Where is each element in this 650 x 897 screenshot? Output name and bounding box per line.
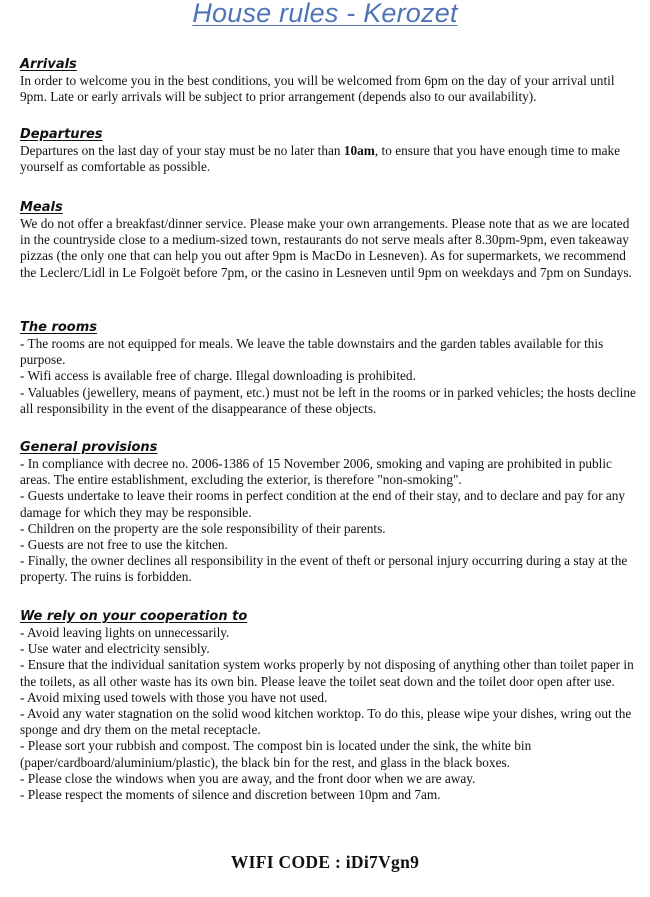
- meals-heading: Meals: [20, 200, 63, 215]
- general-provision: - In compliance with decree no. 2006-1386 of 15 November 2006, smoking and vaping are prohibited in public areas. The entire establishment, excluding the exterior, is therefore "non-smoking".: [20, 456, 612, 488]
- arrivals-text: In order to welcome you in the best conditions, you will be welcomed from 6pm on the day of your arrival until 9pm. Late or early arrivals will be subject to prior arrangement (depends also to our availability).: [20, 73, 615, 105]
- meals-text: We do not offer a breakfast/dinner service. Please make your own arrangements. Please note that as we are located in the countryside close to a medium-sized town, restaurants do not serve meals after 8.30pm-9pm, even takeaway pizzas (the only one that can help you out after 9pm is MacDo in Lesneven). As for supermarkets, we recommend the Leclerc/Lidl in Le Folgoët before 7pm, or the casino in Lesneven until 9pm on weekdays and 7pm on Sundays.: [20, 216, 632, 280]
- cooperation-heading: We rely on your cooperation to: [20, 609, 248, 624]
- meals-section: [20, 199, 640, 281]
- rooms-rule: - Valuables (jewellery, means of payment, etc.) must not be left in the rooms or in parked vehicles; the hosts decline all responsibility in the event of the disappearance of these objects.: [20, 384, 636, 416]
- departures-text-after: , to ensure that you have enough time to make yourself as comfortable as possible.: [20, 143, 621, 175]
- rooms-rule: - Wifi access is available free of charge. Illegal downloading is prohibited.: [20, 368, 416, 384]
- cooperation-item: - Avoid mixing used towels with those you have not used.: [20, 689, 328, 705]
- arrivals-section: [20, 56, 640, 105]
- departure-time: 10am: [343, 143, 375, 158]
- cooperation-section: [20, 608, 640, 803]
- general-provision: - Finally, the owner declines all responsibility in the event of theft or personal injury occurring during a stay at the property. The ruins is forbidden.: [20, 553, 628, 585]
- general-provisions-heading: General provisions: [20, 440, 158, 455]
- cooperation-item: - Use water and electricity sensibly.: [20, 641, 210, 657]
- rooms-heading: The rooms: [20, 320, 98, 335]
- departures-text: [20, 143, 640, 175]
- page-title: House rules - Kerozet: [192, 0, 458, 28]
- rooms-section: [20, 319, 640, 417]
- general-provision: - Guests undertake to leave their rooms in perfect condition at the end of their stay, and to declare and pay for any damage for which they may be responsible.: [20, 488, 626, 520]
- cooperation-item: - Please respect the moments of silence and discretion between 10pm and 7am.: [20, 787, 441, 803]
- wifi-code: WIFI CODE : iDi7Vgn9: [230, 852, 420, 872]
- cooperation-item: - Avoid any water stagnation on the solid wood kitchen worktop. To do this, please wipe your dishes, wring out the sponge and dry them on the metal receptacle.: [20, 706, 632, 738]
- rooms-rule: - The rooms are not equipped for meals. We leave the table downstairs and the garden tables available for this purpose.: [20, 336, 604, 368]
- cooperation-item: - Ensure that the individual sanitation system works properly by not disposing of anything other than toilet paper in the toilets, as all other waste has its own bin. Please leave the toilet seat down and the toilet door open after use.: [20, 657, 634, 689]
- general-provision: - Children on the property are the sole responsibility of their parents.: [20, 520, 386, 536]
- departures-section: [20, 126, 640, 175]
- departures-text-before: Departures on the last day of your stay must be no later than: [20, 143, 344, 158]
- general-provisions-section: [20, 439, 640, 586]
- cooperation-item: - Avoid leaving lights on unnecessarily.: [20, 625, 230, 640]
- cooperation-item: - Please sort your rubbish and compost. The compost bin is located under the sink, the white bin (paper/cardboard/aluminium/plastic), the black bin for the rest, and glass in the black boxes.: [20, 738, 532, 770]
- arrivals-heading: Arrivals: [20, 57, 77, 72]
- general-provision: - Guests are not free to use the kitchen.: [20, 537, 228, 553]
- departures-heading: Departures: [20, 127, 103, 142]
- cooperation-item: - Please close the windows when you are away, and the front door when we are away.: [20, 770, 476, 786]
